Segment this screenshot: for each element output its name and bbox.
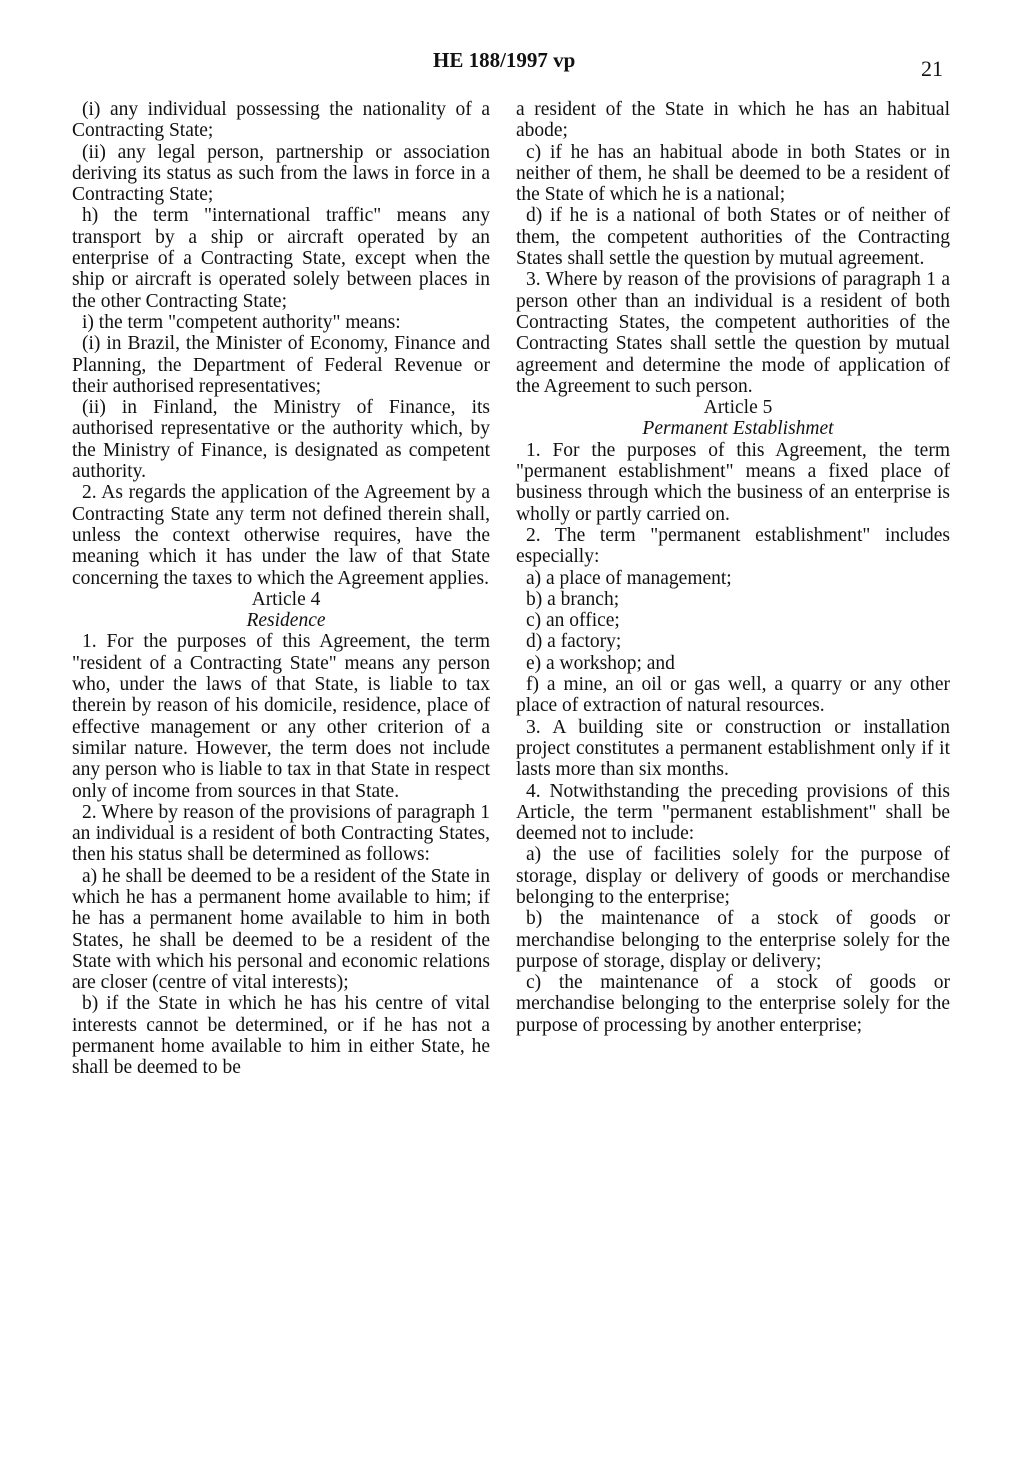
list-item: c) an office; — [526, 610, 620, 632]
right-column — [516, 99, 950, 1036]
paragraph: (ii) in Finland, the Ministry of Finance, its authorised representative or the authority which, by the Ministry of Finance, is designated as competent authority. — [72, 397, 490, 483]
list-item: a) the use of facilities solely for the purpose of storage, display or delivery of goods or merchandise belonging to the enterprise; — [516, 844, 950, 908]
list-item: f) a mine, an oil or gas well, a quarry or any other place of extraction of natural resources. — [516, 674, 950, 717]
paragraph: 1. For the purposes of this Agreement, the term "resident of a Contracting State" means any person who, under the laws of that State, is liable to tax therein by reason of his domicile, residence, place of effective management or any other criterion of a similar nature. However, the term does not include any person who is liable to tax in that State in respect only of income from sources in that State. — [72, 631, 490, 802]
paragraph: i) the term "competent authority" means: — [82, 311, 401, 333]
page-number: 21 — [921, 56, 943, 81]
paragraph: 2. As regards the application of the Agreement by a Contracting State any term not defined therein shall, unless the context otherwise requires, have the meaning which it has under the law of that State concerning the taxes to which the Agreement applies. — [72, 482, 490, 589]
list-item: a) a place of management; — [526, 567, 732, 589]
paragraph: 4. Notwithstanding the preceding provisions of this Article, the term "permanent establishment" shall be deemed not to include: — [516, 780, 950, 845]
paragraph: b) if the State in which he has his centre of vital interests cannot be determined, or if he has not a permanent home available to him in either State, he shall be deemed to be — [72, 993, 490, 1079]
article-4-heading: Article 4 — [251, 588, 321, 610]
paragraph: 3. A building site or construction or installation project constitutes a permanent establishment only if it lasts more than six months. — [516, 716, 950, 781]
paragraph: h) the term "international traffic" means any transport by a ship or aircraft operated by an enterprise of a Contracting State, except when the ship or aircraft is operated solely between places in the other Contracting State; — [72, 205, 490, 312]
list-item: b) a branch; — [526, 588, 620, 610]
left-column — [72, 99, 490, 1079]
paragraph: (ii) any legal person, partnership or association deriving its status as such from the laws in force in a Contracting State; — [72, 141, 490, 206]
paragraph: (i) any individual possessing the nationality of a Contracting State; — [72, 99, 490, 142]
paragraph: 2. The term "permanent establishment" includes especially: — [516, 524, 950, 568]
list-item: c) the maintenance of a stock of goods or merchandise belonging to the enterprise solely for the purpose of processing by another enterprise; — [516, 972, 950, 1036]
paragraph: d) if he is a national of both States or of neither of them, the competent authorities of the Contracting States shall settle the question by mutual agreement. — [516, 205, 950, 270]
paragraph: a) he shall be deemed to be a resident of the State in which he has a permanent home available to him; if he has a permanent home available to him in both States, he shall be deemed to be a resident of the State with which his personal and economic relations are closer (centre of vital interests); — [72, 865, 490, 994]
list-item: b) the maintenance of a stock of goods or merchandise belonging to the enterprise solely for the purpose of storage, display or delivery; — [516, 908, 950, 972]
article-5-heading: Article 5 — [703, 397, 773, 419]
paragraph: c) if he has an habitual abode in both States or in neither of them, he shall be deemed to be a resident of the State of which he is a national; — [516, 141, 950, 206]
paragraph: a resident of the State in which he has an habitual abode; — [516, 99, 950, 142]
article-4-title: Residence — [246, 610, 326, 632]
list-item: d) a factory; — [526, 631, 622, 653]
page-header — [0, 48, 1024, 81]
article-5-title: Permanent Establishmet — [642, 418, 834, 440]
paragraph: 1. For the purposes of this Agreement, the term "permanent establishment" means a fixed place of business through which the business of an enterprise is wholly or partly carried on. — [516, 439, 950, 525]
paragraph: (i) in Brazil, the Minister of Economy, Finance and Planning, the Department of Federal Revenue or their authorised representatives; — [72, 333, 490, 397]
paragraph: 2. Where by reason of the provisions of paragraph 1 an individual is a resident of both Contracting States, then his status shall be determined as follows: — [72, 801, 490, 866]
paragraph: 3. Where by reason of the provisions of paragraph 1 a person other than an individual is a resident of both Contracting States, the competent authorities of the Contracting States shall settle the question by mutual agreement and determine the mode of application of the Agreement to such person. — [516, 269, 950, 397]
running-title: HE 188/1997 vp — [433, 48, 576, 72]
list-item: e) a workshop; and — [526, 652, 675, 674]
